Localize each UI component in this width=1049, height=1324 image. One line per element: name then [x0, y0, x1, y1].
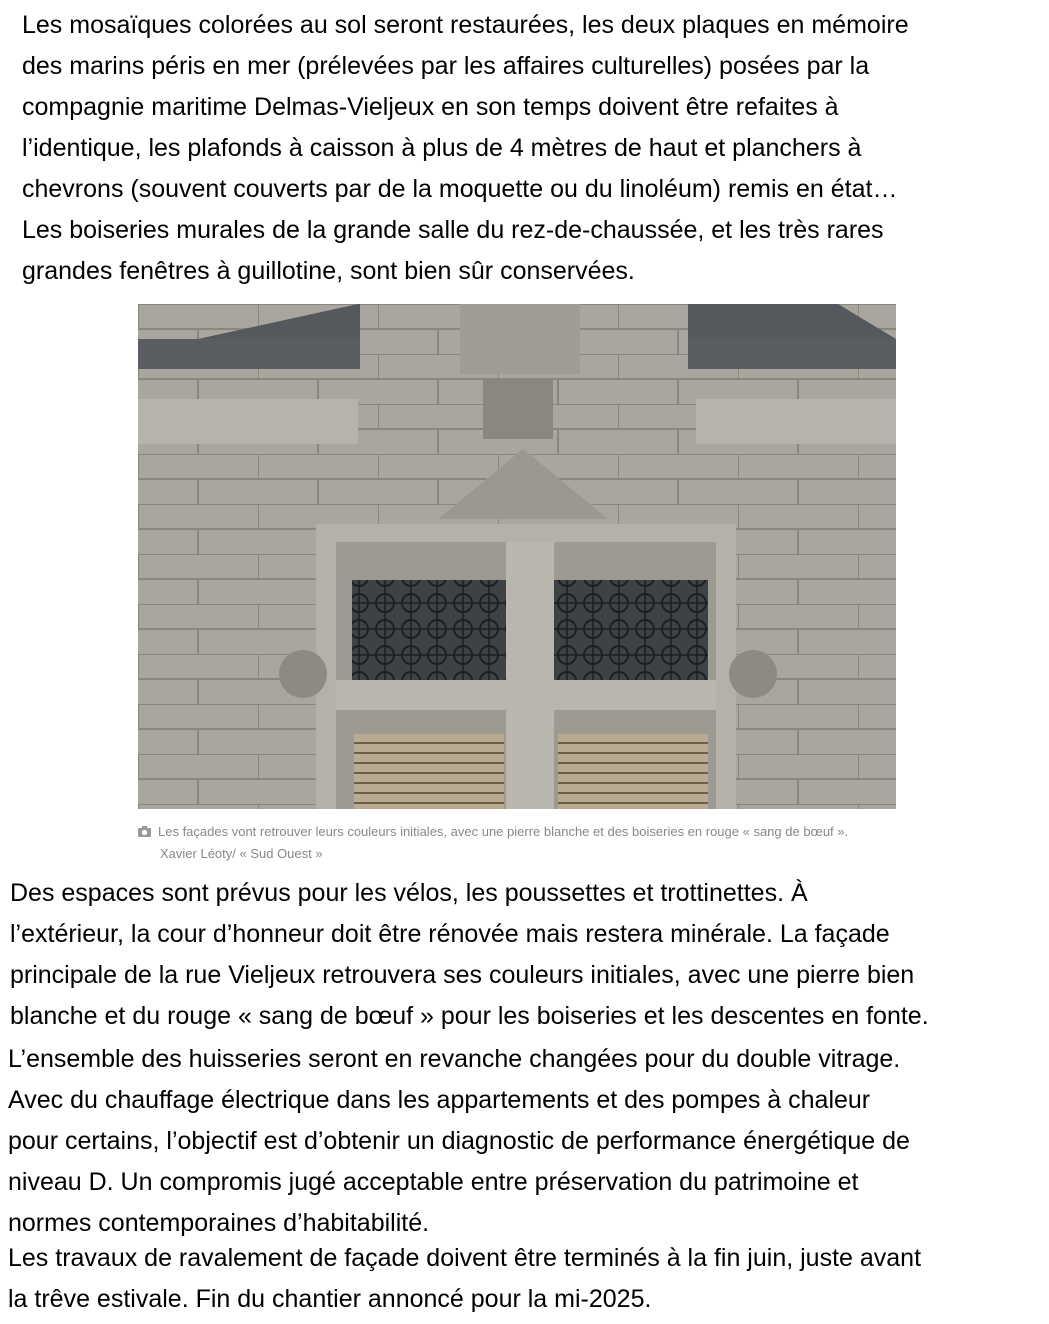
text-line: l’identique, les plafonds à caisson à plus de 4 mètres de haut et planchers à: [22, 134, 862, 162]
text-line: Les boiseries murales de la grande salle du rez-de-chaussée, et les très rares: [22, 216, 884, 244]
facade-photo: [138, 304, 896, 809]
camera-icon: [138, 822, 152, 843]
text-line: Les travaux de ravalement de façade doivent être terminés à la fin juin, juste avant: [8, 1244, 922, 1272]
facade-illustration: [138, 304, 896, 809]
text-line: normes contemporaines d’habitabilité.: [8, 1209, 430, 1237]
text-line: principale de la rue Vieljeux retrouvera ses couleurs initiales, avec une pierre bien: [10, 961, 915, 989]
photo-credit: Xavier Léoty/ « Sud Ouest »: [160, 846, 323, 861]
text-line: des marins péris en mer (prélevées par les affaires culturelles) posées par la: [22, 52, 870, 80]
text-line: chevrons (souvent couverts par de la moquette ou du linoléum) remis en état…: [22, 175, 898, 203]
caption-line: Les façades vont retrouver leurs couleurs initiales, avec une pierre blanche et des boiseries en rouge « sang de bœuf ».: [158, 824, 849, 839]
caption-text: [138, 821, 938, 843]
text-line: niveau D. Un compromis jugé acceptable entre préservation du patrimoine et: [8, 1168, 859, 1196]
article-paragraph: [10, 873, 929, 1037]
text-line: compagnie maritime Delmas-Vieljeux en son temps doivent être refaites à: [22, 93, 839, 121]
text-line: Les mosaïques colorées au sol seront restaurées, les deux plaques en mémoire: [22, 11, 909, 39]
text-line: Avec du chauffage électrique dans les appartements et des pompes à chaleur: [8, 1086, 871, 1114]
text-line: Des espaces sont prévus pour les vélos, les poussettes et trottinettes. À: [10, 879, 808, 907]
photo-caption: [138, 821, 938, 864]
text-line: la trêve estivale. Fin du chantier annoncé pour la mi-2025.: [8, 1285, 652, 1313]
text-line: l’extérieur, la cour d’honneur doit être rénovée mais restera minérale. La façade: [10, 920, 890, 948]
article-paragraph: [8, 1039, 910, 1244]
text-line: L’ensemble des huisseries seront en revanche changées pour du double vitrage.: [8, 1045, 901, 1073]
text-line: grandes fenêtres à guillotine, sont bien sûr conservées.: [22, 257, 635, 285]
article-paragraph: [22, 5, 909, 292]
text-line: blanche et du rouge « sang de bœuf » pour les boiseries et les descentes en fonte.: [10, 1002, 929, 1030]
text-line: pour certains, l’objectif est d’obtenir un diagnostic de performance énergétique de: [8, 1127, 910, 1155]
article-paragraph: [8, 1238, 921, 1320]
